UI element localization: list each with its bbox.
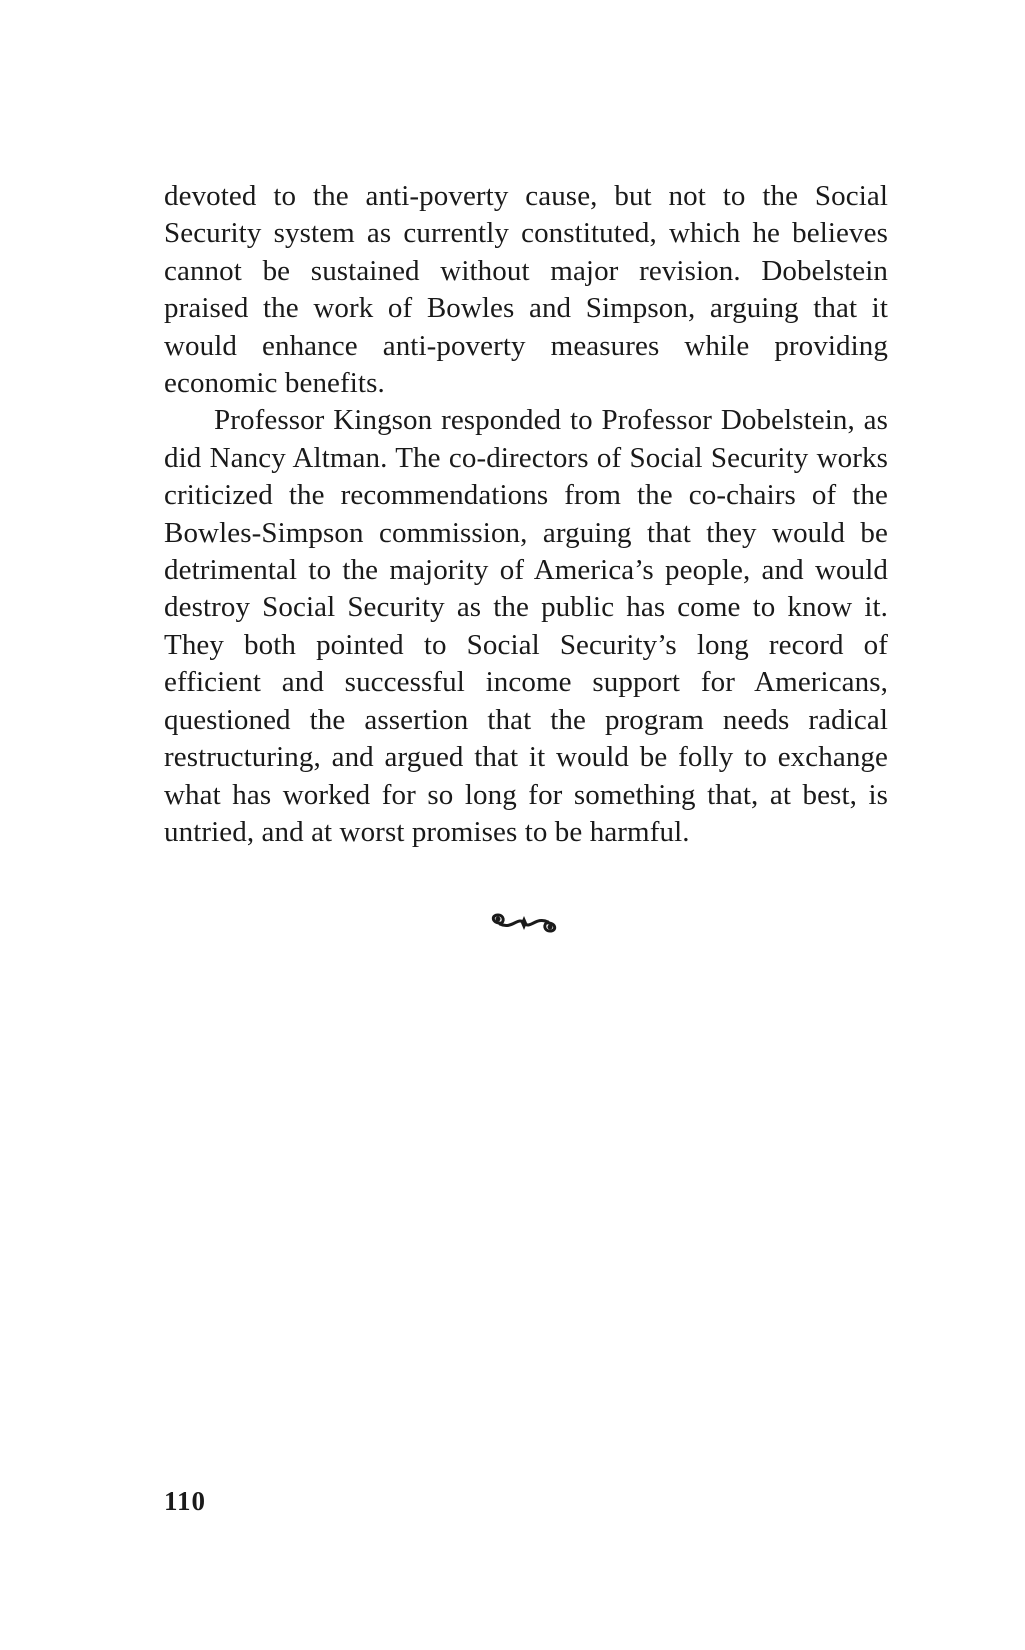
fleuron-ornament-icon [488,910,560,936]
paragraph-continued: devoted to the anti-poverty cause, but not to the Social Security system as currently constituted, which he believes cannot be sustained without major revision. Dobelstein praised the work of Bowles and Simpson, arguing that it would enhance anti-poverty measures while providing economic benefits. [164,180,888,400]
body-text [164,178,888,851]
paragraph-kingson-altman: Professor Kingson responded to Professor Dobelstein, as did Nancy Altman. The co-directors of Social Security works criticized the recommendations from the co-chairs of the Bowles-Simpson commission, arguing that they would be detrimental to the majority of America’s people, and would destroy Social Security as the public has come to know it. They both pointed to Social Security’s long record of efficient and successful income support for Americans, questioned the assertion that the program needs radical restructuring, and argued that it would be folly to exchange what has worked for so long for something that, at best, is untried, and at worst promises to be harmful. [164,404,888,848]
page-number: 110 [164,1486,207,1516]
